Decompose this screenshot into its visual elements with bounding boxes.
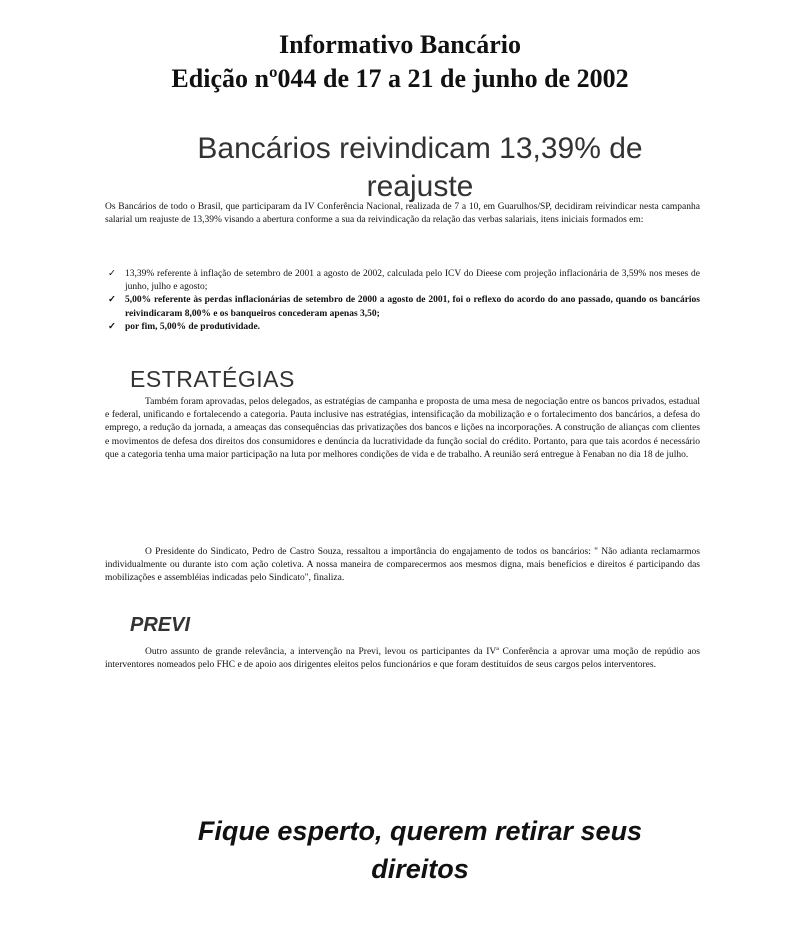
section-heading-estrategias: ESTRATÉGIAS bbox=[130, 366, 295, 392]
footer-slogan: Fique esperto, querem retirar seus direitos bbox=[197, 816, 643, 884]
previ-paragraph: Outro assunto de grande relevância, a intervenção na Previ, levou os participantes da IVª Conferência a aprovar uma moção de repúdio aos interventores nomeados pelo FHC e de apoio aos dirigentes eleitos pelos funcionários e que foram destituídos de seus cargos pelos interventores. bbox=[105, 647, 700, 671]
list-item-text: por fim, 5,00% de produtividade. bbox=[125, 321, 261, 332]
list-item bbox=[105, 294, 700, 320]
section-heading-previ: PREVI bbox=[130, 614, 191, 636]
headline: Bancários reivindicam 13,39% de reajuste bbox=[197, 132, 643, 203]
estrategias-paragraph: Também foram aprovadas, pelos delegados, as estratégias de campanha e proposta de uma mesa de negociação entre os bancos privados, estadual e federal, unificando e fortalecendo a categoria. Pauta inclusive nas estratégias, intensificação da mobilização e o fortalecimento dos bancários, a defesa do emprego, a redução da jornada, a ameaças das consequências das privatizações dos bancos e lições na incorporações. A construção de alianças com clientes e movimentos de defesa dos direitos dos consumidores e denúncia da lucratividade da função social do crédito. Portanto, para que tais acordos é necessário que a categoria tenha uma maior participação na luta por melhores condições de vida e de trabalho. A reunião será entregue à Fenaban no dia 18 de julho. bbox=[105, 397, 700, 460]
check-icon: ✓ bbox=[108, 321, 116, 332]
list-item-text: 13,39% referente à inflação de setembro de 2001 a agosto de 2002, calculada pelo ICV do Dieese com projeção inflacionária de 3,59% nos meses de junho, julho e agosto; bbox=[125, 269, 700, 293]
list-item bbox=[105, 321, 700, 334]
list-item bbox=[105, 268, 700, 294]
intro-paragraph: Os Bancários de todo o Brasil, que participaram da IV Conferência Nacional, realizada de 7 a 10, em Guarulhos/SP, decidiram reivindicar nesta campanha salarial um reajuste de 13,39% visando a abertura conforme a sua da reivindicação da relação das verbas salariais, itens iniciais formados em: bbox=[105, 202, 700, 226]
list-item-text: 5,00% referente às perdas inflacionárias de setembro de 2000 a agosto de 2001, foi o reflexo do acordo do ano passado, quando os bancários reivindicaram 8,00% e os banqueiros concederam apenas 3,50; bbox=[125, 295, 700, 319]
check-icon: ✓ bbox=[108, 295, 116, 306]
president-quote-paragraph: O Presidente do Sindicato, Pedro de Castro Souza, ressaltou a importância do engajamento de todos os bancários: " Não adianta reclamarmos individualmente ou durante isto com ação coletiva. A nossa maneira de comparecermos aos mesmos digna, mais benefícios e direitos é participando das mobilizações e assembléias indicadas pelo Sindicato", finaliza. bbox=[105, 547, 700, 584]
edition-line: Edição nº044 de 17 a 21 de junho de 2002 bbox=[171, 64, 629, 93]
check-icon: ✓ bbox=[108, 269, 116, 279]
demands-list bbox=[105, 268, 700, 334]
masthead-title: Informativo Bancário bbox=[279, 30, 521, 59]
